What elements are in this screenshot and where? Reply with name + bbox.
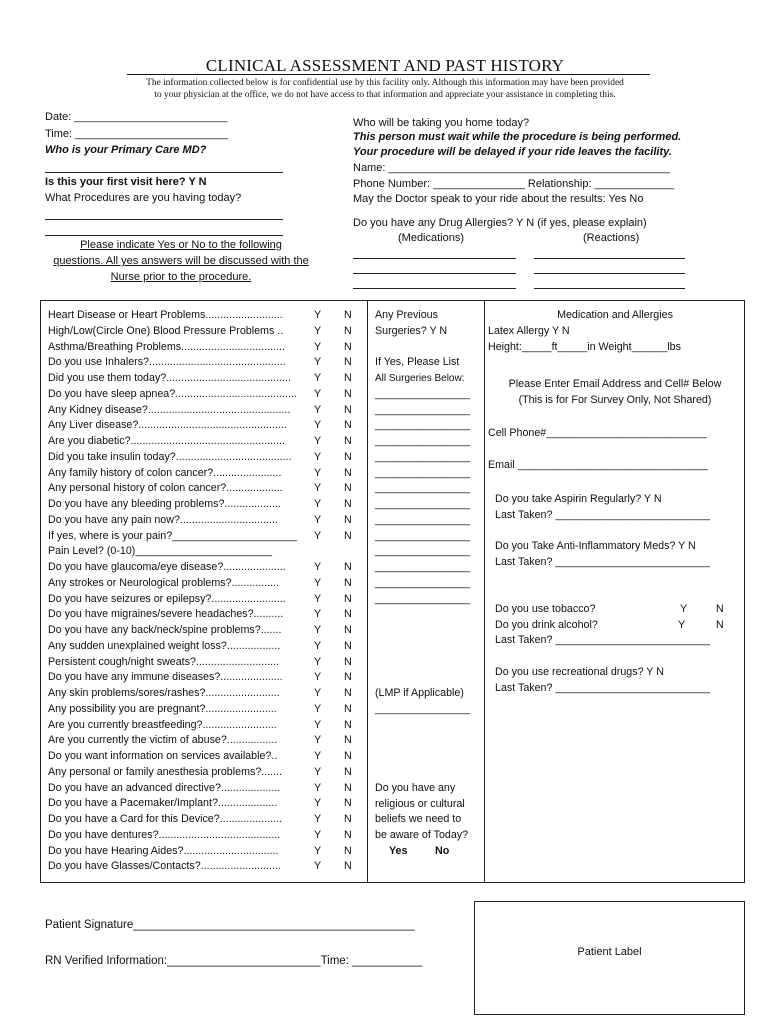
- doctor-speak-question[interactable]: May the Doctor speak to your ride about the results: Yes No: [353, 193, 644, 205]
- religious-line-1: Do you have any: [375, 782, 456, 794]
- instructions-line-2: questions. All yes answers will be discussed with the: [53, 255, 309, 267]
- surgery-line[interactable]: ________________: [375, 387, 471, 400]
- surgery-line[interactable]: ________________: [375, 482, 471, 495]
- question-row: Any family history of colon cancer?.......................: [48, 466, 282, 479]
- alcohol-no[interactable]: N: [716, 619, 724, 631]
- no-option[interactable]: N: [344, 419, 352, 432]
- no-option[interactable]: N: [344, 340, 352, 353]
- question-row: Pain Level? (0-10)_______________________: [48, 545, 273, 558]
- question-row: Do you have Glasses/Contacts?...........................: [48, 860, 281, 873]
- no-option[interactable]: N: [344, 813, 352, 825]
- surgery-line[interactable]: ________________: [375, 403, 471, 416]
- question-row: Do you have an advanced directive?....................: [48, 781, 281, 794]
- ride-phone-field[interactable]: Phone Number: _______________ Relationship: _____________: [353, 178, 675, 190]
- reactions-line-2[interactable]: [534, 273, 685, 274]
- no-column: [344, 308, 352, 875]
- yes-column: [314, 308, 321, 875]
- tobacco-question: Do you use tobacco?: [495, 603, 596, 615]
- yes-option[interactable]: Y: [314, 844, 322, 857]
- alcohol-last-taken[interactable]: Last Taken? __________________________: [495, 634, 710, 646]
- question-row: Do you have any pain now?.................................: [48, 513, 278, 526]
- yes-option[interactable]: Y: [314, 750, 322, 762]
- yes-option[interactable]: Y: [314, 797, 322, 810]
- yes-option[interactable]: Y: [314, 513, 322, 526]
- medications-line-1[interactable]: [353, 258, 516, 259]
- instructions-line-3: Nurse prior to the procedure.: [110, 271, 252, 283]
- no-option[interactable]: N: [344, 372, 352, 384]
- yes-option[interactable]: Y: [314, 639, 322, 652]
- yes-option[interactable]: Y: [314, 529, 322, 542]
- question-row: Do you have Hearing Aides?................................: [48, 844, 279, 857]
- height-weight-field[interactable]: Height:_____ft_____in Weight______lbs: [488, 341, 681, 353]
- yes-option[interactable]: Y: [314, 765, 322, 778]
- lmp-label: (LMP if Applicable): [375, 687, 464, 699]
- patient-label-text: Patient Label: [577, 946, 642, 958]
- yes-option[interactable]: Y: [314, 498, 322, 510]
- question-row: Heart Disease or Heart Problems..........................: [48, 309, 283, 321]
- surgery-line[interactable]: ________________: [375, 576, 471, 589]
- table-divider-1: [367, 300, 368, 883]
- question-row: Any strokes or Neurological problems?................: [48, 576, 280, 589]
- no-option[interactable]: N: [344, 450, 352, 463]
- yes-option[interactable]: Y: [314, 671, 322, 684]
- medication-heading: Medication and Allergies: [557, 309, 673, 321]
- medications-line-3[interactable]: [353, 288, 516, 289]
- surgery-line[interactable]: ________________: [375, 450, 471, 463]
- table-divider-2: [484, 300, 485, 883]
- surgery-line[interactable]: ________________: [375, 545, 471, 558]
- surgeries-column: [375, 308, 480, 607]
- question-row: Are you currently the victim of abuse?.................: [48, 734, 278, 747]
- yes-option[interactable]: Y: [314, 813, 322, 825]
- question-row: Do you have migraines/severe headaches?..........: [48, 608, 284, 621]
- reactions-line-1[interactable]: [534, 258, 685, 259]
- yes-option[interactable]: Y: [314, 419, 322, 432]
- question-row: Did you take insulin today?.......................................: [48, 450, 292, 463]
- question-row: Asthma/Breathing Problems...................................: [48, 340, 285, 353]
- surgery-line[interactable]: ________________: [375, 529, 471, 542]
- procedures-label: What Procedures are you having today?: [45, 192, 242, 204]
- anti-inflammatory-last-taken[interactable]: Last Taken? __________________________: [495, 556, 710, 568]
- no-option[interactable]: N: [344, 624, 352, 636]
- question-row: Do you have a Card for this Device?.....................: [48, 813, 283, 825]
- no-option[interactable]: N: [344, 513, 352, 526]
- yes-option[interactable]: Y: [314, 482, 322, 495]
- question-row: Do you want information on services available?..: [48, 750, 278, 762]
- surgeries-list-label: All Surgeries Below:: [375, 373, 465, 384]
- recreational-drugs-last-taken[interactable]: Last Taken? __________________________: [495, 682, 710, 694]
- rn-verified-field[interactable]: RN Verified Information:________________________Time: ___________: [45, 955, 423, 967]
- patient-signature-field[interactable]: Patient Signature____________________________________________: [45, 919, 415, 931]
- religious-line-2: religious or cultural: [375, 798, 465, 810]
- no-option[interactable]: N: [344, 498, 352, 510]
- yes-option[interactable]: Y: [314, 655, 322, 668]
- no-option[interactable]: N: [344, 797, 352, 810]
- ride-name-field[interactable]: Name: ______________________________________________: [353, 162, 670, 174]
- question-row: Do you have dentures?.........................................: [48, 828, 281, 841]
- yes-option[interactable]: Y: [314, 702, 322, 715]
- primary-care-line[interactable]: [45, 172, 283, 173]
- yes-option[interactable]: Y: [314, 576, 322, 589]
- yes-option[interactable]: Y: [314, 340, 322, 353]
- question-row: If yes, where is your pain?_____________________: [48, 529, 297, 542]
- question-row: Do you have seizures or epilepsy?.........................: [48, 592, 286, 605]
- no-option[interactable]: N: [344, 734, 352, 747]
- question-row: Do you have any bleeding problems?...................: [48, 498, 281, 510]
- ride-wait-note: This person must wait while the procedure is being performed.: [353, 131, 682, 143]
- email-field[interactable]: Email ________________________________: [488, 459, 708, 471]
- surgeries-lines: [375, 387, 480, 608]
- instructions-line-1: Please indicate Yes or No to the following: [80, 239, 282, 251]
- intro-line-1: The information collected below is for confidential use by this facility only. Although this information may have been provided: [146, 78, 624, 88]
- procedures-line-1[interactable]: [45, 219, 283, 220]
- lmp-line[interactable]: ________________: [375, 703, 471, 715]
- no-option[interactable]: N: [344, 356, 352, 369]
- no-option[interactable]: N: [344, 592, 352, 605]
- yes-option[interactable]: Y: [314, 435, 322, 447]
- page-title: CLINICAL ASSESSMENT AND PAST HISTORY: [205, 56, 565, 75]
- question-row: Do you have a Pacemaker/Implant?....................: [48, 797, 278, 810]
- tobacco-yes[interactable]: Y: [680, 603, 688, 615]
- time-field[interactable]: Time: _________________________: [45, 128, 229, 140]
- recreational-drugs-question[interactable]: Do you use recreational drugs? Y N: [495, 666, 664, 678]
- no-option[interactable]: [344, 544, 352, 560]
- question-row: Are you currently breastfeeding?.........................: [48, 718, 277, 731]
- email-note-1: Please Enter Email Address and Cell# Below: [508, 378, 722, 390]
- no-option[interactable]: N: [344, 828, 352, 841]
- title-underline: [127, 74, 650, 75]
- question-row: Any Kidney disease?................................................: [48, 403, 291, 416]
- question-row: Do you have glaucoma/eye disease?.....................: [48, 561, 286, 573]
- yes-option[interactable]: Y: [314, 372, 322, 384]
- no-option[interactable]: N: [344, 387, 352, 400]
- procedures-line-2[interactable]: [45, 235, 283, 236]
- religious-no[interactable]: No: [435, 845, 450, 857]
- yes-option[interactable]: Y: [314, 403, 322, 416]
- no-option[interactable]: N: [344, 671, 352, 684]
- yes-option[interactable]: Y: [314, 734, 322, 747]
- yes-option[interactable]: Y: [314, 687, 322, 699]
- surgery-line[interactable]: ________________: [375, 498, 471, 510]
- medications-label: (Medications): [398, 232, 465, 244]
- question-row: Did you use them today?..........................................: [48, 372, 291, 384]
- question-row: Any skin problems/sores/rashes?.........................: [48, 687, 280, 699]
- surgery-line[interactable]: ________________: [375, 561, 471, 573]
- yes-option[interactable]: Y: [314, 356, 322, 369]
- no-option[interactable]: N: [344, 608, 352, 621]
- reactions-label: (Reactions): [583, 232, 640, 244]
- cell-phone-field[interactable]: Cell Phone#___________________________: [488, 427, 707, 439]
- yes-option[interactable]: Y: [314, 450, 322, 463]
- yes-option[interactable]: Y: [314, 466, 322, 479]
- question-row: Any sudden unexplained weight loss?..................: [48, 639, 281, 652]
- no-option[interactable]: N: [344, 561, 352, 573]
- date-field[interactable]: Date: _________________________: [45, 111, 228, 123]
- surgeries-heading-2[interactable]: Surgeries? Y N: [375, 324, 448, 337]
- first-visit-question[interactable]: Is this your first visit here? Y N: [45, 176, 207, 188]
- yes-option[interactable]: Y: [314, 860, 322, 873]
- no-option[interactable]: N: [344, 309, 352, 321]
- anti-inflammatory-question[interactable]: Do you Take Anti-Inflammatory Meds? Y N: [495, 540, 696, 552]
- reactions-line-3[interactable]: [534, 288, 685, 289]
- latex-allergy[interactable]: Latex Allergy Y N: [488, 325, 570, 337]
- yes-option[interactable]: Y: [314, 387, 322, 400]
- no-option[interactable]: N: [344, 576, 352, 589]
- question-row: Any Liver disease?..................................................: [48, 419, 287, 432]
- tobacco-no[interactable]: N: [716, 603, 724, 615]
- yes-option[interactable]: Y: [314, 309, 322, 321]
- alcohol-question: Do you drink alcohol?: [495, 619, 598, 631]
- religious-line-4: be aware of Today?: [375, 829, 469, 841]
- question-row: Do you have any back/neck/spine problems?.......: [48, 624, 282, 636]
- yes-option[interactable]: Y: [314, 561, 322, 573]
- yes-option[interactable]: Y: [314, 781, 322, 794]
- primary-care-label: Who is your Primary Care MD?: [45, 144, 207, 156]
- no-option[interactable]: N: [344, 639, 352, 652]
- intro-line-2: to your physician at the office, we do not have access to that information and appreciate your assistance in completing this.: [154, 90, 616, 100]
- surgeries-if-yes: If Yes, Please List: [375, 356, 460, 369]
- surgery-line[interactable]: ________________: [375, 466, 471, 479]
- no-option[interactable]: N: [344, 750, 352, 762]
- ride-question: Who will be taking you home today?: [353, 117, 530, 129]
- religious-yes[interactable]: Yes: [389, 845, 408, 857]
- yes-option[interactable]: Y: [314, 828, 322, 841]
- no-option[interactable]: N: [344, 860, 352, 873]
- surgery-line[interactable]: ________________: [375, 435, 471, 447]
- no-option[interactable]: N: [344, 844, 352, 857]
- yes-option[interactable]: Y: [314, 718, 322, 731]
- no-option[interactable]: N: [344, 718, 352, 731]
- yes-option[interactable]: Y: [314, 624, 322, 636]
- medications-line-2[interactable]: [353, 273, 516, 274]
- yes-option[interactable]: Y: [314, 608, 322, 621]
- no-option[interactable]: N: [344, 655, 352, 668]
- ride-delay-note: Your procedure will be delayed if your ride leaves the facility.: [353, 146, 672, 158]
- religious-line-3: beliefs we need to: [375, 813, 462, 825]
- question-row: Do you have sleep apnea?.........................................: [48, 387, 297, 400]
- drug-allergies-question[interactable]: Do you have any Drug Allergies? Y N (if yes, please explain): [353, 217, 647, 229]
- email-note-2: (This is for For Survey Only, Not Shared): [518, 394, 712, 406]
- no-option[interactable]: N: [344, 403, 352, 416]
- question-row: High/Low(Circle One) Blood Pressure Problems ..: [48, 324, 284, 337]
- no-option[interactable]: N: [344, 702, 352, 715]
- question-row: Do you use Inhalers?..............................................: [48, 356, 286, 369]
- question-row: Persistent cough/night sweats?............................: [48, 655, 280, 668]
- yes-option[interactable]: Y: [314, 592, 322, 605]
- question-row: Any possibility you are pregnant?........................: [48, 702, 277, 715]
- no-option[interactable]: N: [344, 781, 352, 794]
- no-option[interactable]: N: [344, 482, 352, 495]
- aspirin-last-taken[interactable]: Last Taken? __________________________: [495, 509, 710, 521]
- question-list: [48, 308, 303, 875]
- no-option[interactable]: N: [344, 687, 352, 699]
- no-option[interactable]: N: [344, 466, 352, 479]
- yes-option[interactable]: [314, 544, 321, 560]
- no-option[interactable]: N: [344, 324, 352, 337]
- question-row: Do you have any immune diseases?.....................: [48, 671, 283, 684]
- question-row: Any personal or family anesthesia problems?.......: [48, 765, 283, 778]
- question-row: Any personal history of colon cancer?...................: [48, 482, 283, 495]
- no-option[interactable]: N: [344, 765, 352, 778]
- surgery-line[interactable]: ________________: [375, 592, 471, 605]
- yes-option[interactable]: Y: [314, 324, 322, 337]
- surgeries-heading-1: Any Previous: [375, 309, 438, 321]
- no-option[interactable]: N: [344, 529, 352, 542]
- surgery-line[interactable]: ________________: [375, 419, 471, 432]
- alcohol-yes[interactable]: Y: [678, 619, 686, 631]
- surgery-line[interactable]: ________________: [375, 513, 471, 526]
- no-option[interactable]: N: [344, 435, 352, 447]
- question-row: Are you diabetic?....................................................: [48, 435, 285, 447]
- aspirin-question[interactable]: Do you take Aspirin Regularly? Y N: [495, 493, 662, 505]
